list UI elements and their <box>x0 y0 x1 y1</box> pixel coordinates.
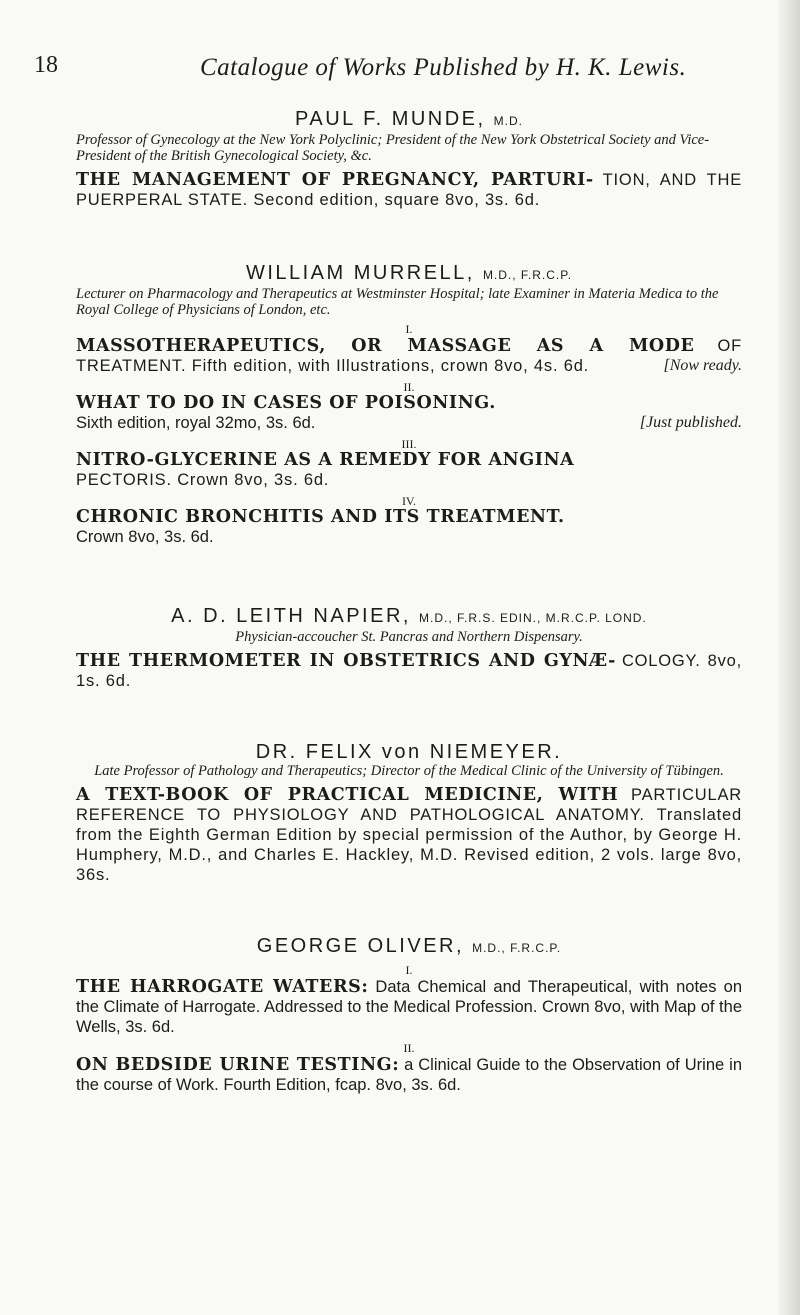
catalogue-entry <box>76 741 742 885</box>
author-qualifications: M.D. <box>493 114 523 128</box>
work-entry <box>76 170 742 210</box>
author-heading <box>76 108 742 132</box>
work-numeral: I. <box>405 322 413 336</box>
work-entry <box>76 451 742 490</box>
work-title: CHRONIC BRONCHITIS AND ITS TREATMENT. <box>76 507 565 527</box>
work-details: Crown 8vo, 3s. 6d. <box>76 528 214 546</box>
catalogue-entry <box>76 262 742 547</box>
work-details: COLOGY. 8vo, 1s. 6d. <box>76 652 742 690</box>
work-numeral: II. <box>403 380 415 394</box>
author-affiliation: Physician-accoucher St. Pancras and Northern Dispensary. <box>235 629 583 645</box>
work-details: a Clinical Guide to the Observation of Urine in the course of Work. Fourth Edition, fcap. 8vo, 3s. 6d. <box>76 1056 742 1094</box>
author-qualifications: M.D., F.R.C.P. <box>472 941 562 955</box>
author-name: DR. FELIX von NIEMEYER. <box>255 741 563 763</box>
page-header <box>0 52 800 92</box>
work-note: [Just published. <box>639 414 742 431</box>
work-entry <box>76 785 742 885</box>
running-head: Catalogue of Works Published by H. K. Lewis. <box>200 54 687 81</box>
author-qualifications: M.D., F.R.S. EDIN., M.R.C.P. LOND. <box>419 611 647 625</box>
work-numeral: I. <box>405 963 413 977</box>
work-note: [Now ready. <box>663 357 742 374</box>
work-title: THE THERMOMETER IN OBSTETRICS AND GYNÆ- <box>76 651 616 671</box>
work-title: THE HARROGATE WATERS: <box>76 977 369 997</box>
work-title: A TEXT-BOOK OF PRACTICAL MEDICINE, WITH <box>76 785 619 805</box>
work-entry <box>76 651 742 691</box>
catalogue-entry <box>76 108 742 210</box>
work-details: Sixth edition, royal 32mo, 3s. 6d. <box>76 414 316 432</box>
work-numeral: IV. <box>401 494 417 508</box>
work-details: Data Chemical and Therapeutical, with notes on the Climate of Harrogate. Addressed to the Medical Profession. Crown 8vo, with Map of the Wells, 3s. 6d. <box>76 978 743 1036</box>
work-title: THE MANAGEMENT OF PREGNANCY, PARTURI- <box>76 170 594 190</box>
author-qualifications: M.D., F.R.C.P. <box>482 268 573 282</box>
catalogue-entry <box>76 935 742 1095</box>
work-details: PARTICULAR REFERENCE TO PHYSIOLOGY AND PATHOLOGICAL ANATOMY. Translated from the Eighth German Edition by special permission of the Author, by George H. Humphery, M.D., and Charles E. Hackley, M.D. Revised edition, 2 vols. large 8vo, 36s. <box>76 786 742 884</box>
work-title: NITRO-GLYCERINE AS A REMEDY FOR ANGINA <box>76 450 575 470</box>
catalogue-entry <box>76 605 742 691</box>
work-details: PECTORIS. Crown 8vo, 3s. 6d. <box>76 471 330 489</box>
work-entry <box>76 336 742 376</box>
work-title: MASSOTHERAPEUTICS, OR MASSAGE AS A MODE <box>76 336 695 356</box>
work-details: OF TREATMENT. Fifth edition, with Illustrations, crown 8vo, 4s. 6d. <box>76 337 742 375</box>
author-name: WILLIAM MURRELL, <box>245 262 475 284</box>
author-affiliation: Late Professor of Pathology and Therapeutics; Director of the Medical Clinic of the University of Tübingen. <box>94 763 724 779</box>
work-numeral: III. <box>401 437 417 451</box>
work-entry <box>76 977 742 1037</box>
author-name: GEORGE OLIVER, <box>256 935 465 957</box>
author-heading <box>76 605 742 629</box>
work-entry <box>76 508 742 547</box>
work-details: TION, AND THE PUERPERAL STATE. Second edition, square 8vo, 3s. 6d. <box>76 171 742 209</box>
work-title: WHAT TO DO IN CASES OF POISONING. <box>76 393 496 413</box>
author-heading <box>76 262 742 286</box>
work-numeral: II. <box>403 1041 415 1055</box>
page-number: 18 <box>34 52 58 78</box>
work-entry <box>76 394 742 433</box>
author-heading <box>76 935 742 959</box>
work-entry <box>76 1055 742 1095</box>
author-name: A. D. LEITH NAPIER, <box>171 605 411 627</box>
author-name: PAUL F. MUNDE, <box>295 108 486 130</box>
author-heading <box>76 741 742 763</box>
catalogue-content <box>76 108 742 1095</box>
page-edge-shadow <box>778 0 800 1315</box>
author-affiliation: Professor of Gynecology at the New York Polyclinic; President of the New York Obstetrical Society and Vice-President of the British Gynecological Society, &c. <box>76 132 710 164</box>
work-title: ON BEDSIDE URINE TESTING: <box>76 1055 400 1075</box>
author-affiliation: Lecturer on Pharmacology and Therapeutics at Westminster Hospital; late Examiner in Materia Medica to the Royal College of Physicians of London, etc. <box>76 286 719 318</box>
